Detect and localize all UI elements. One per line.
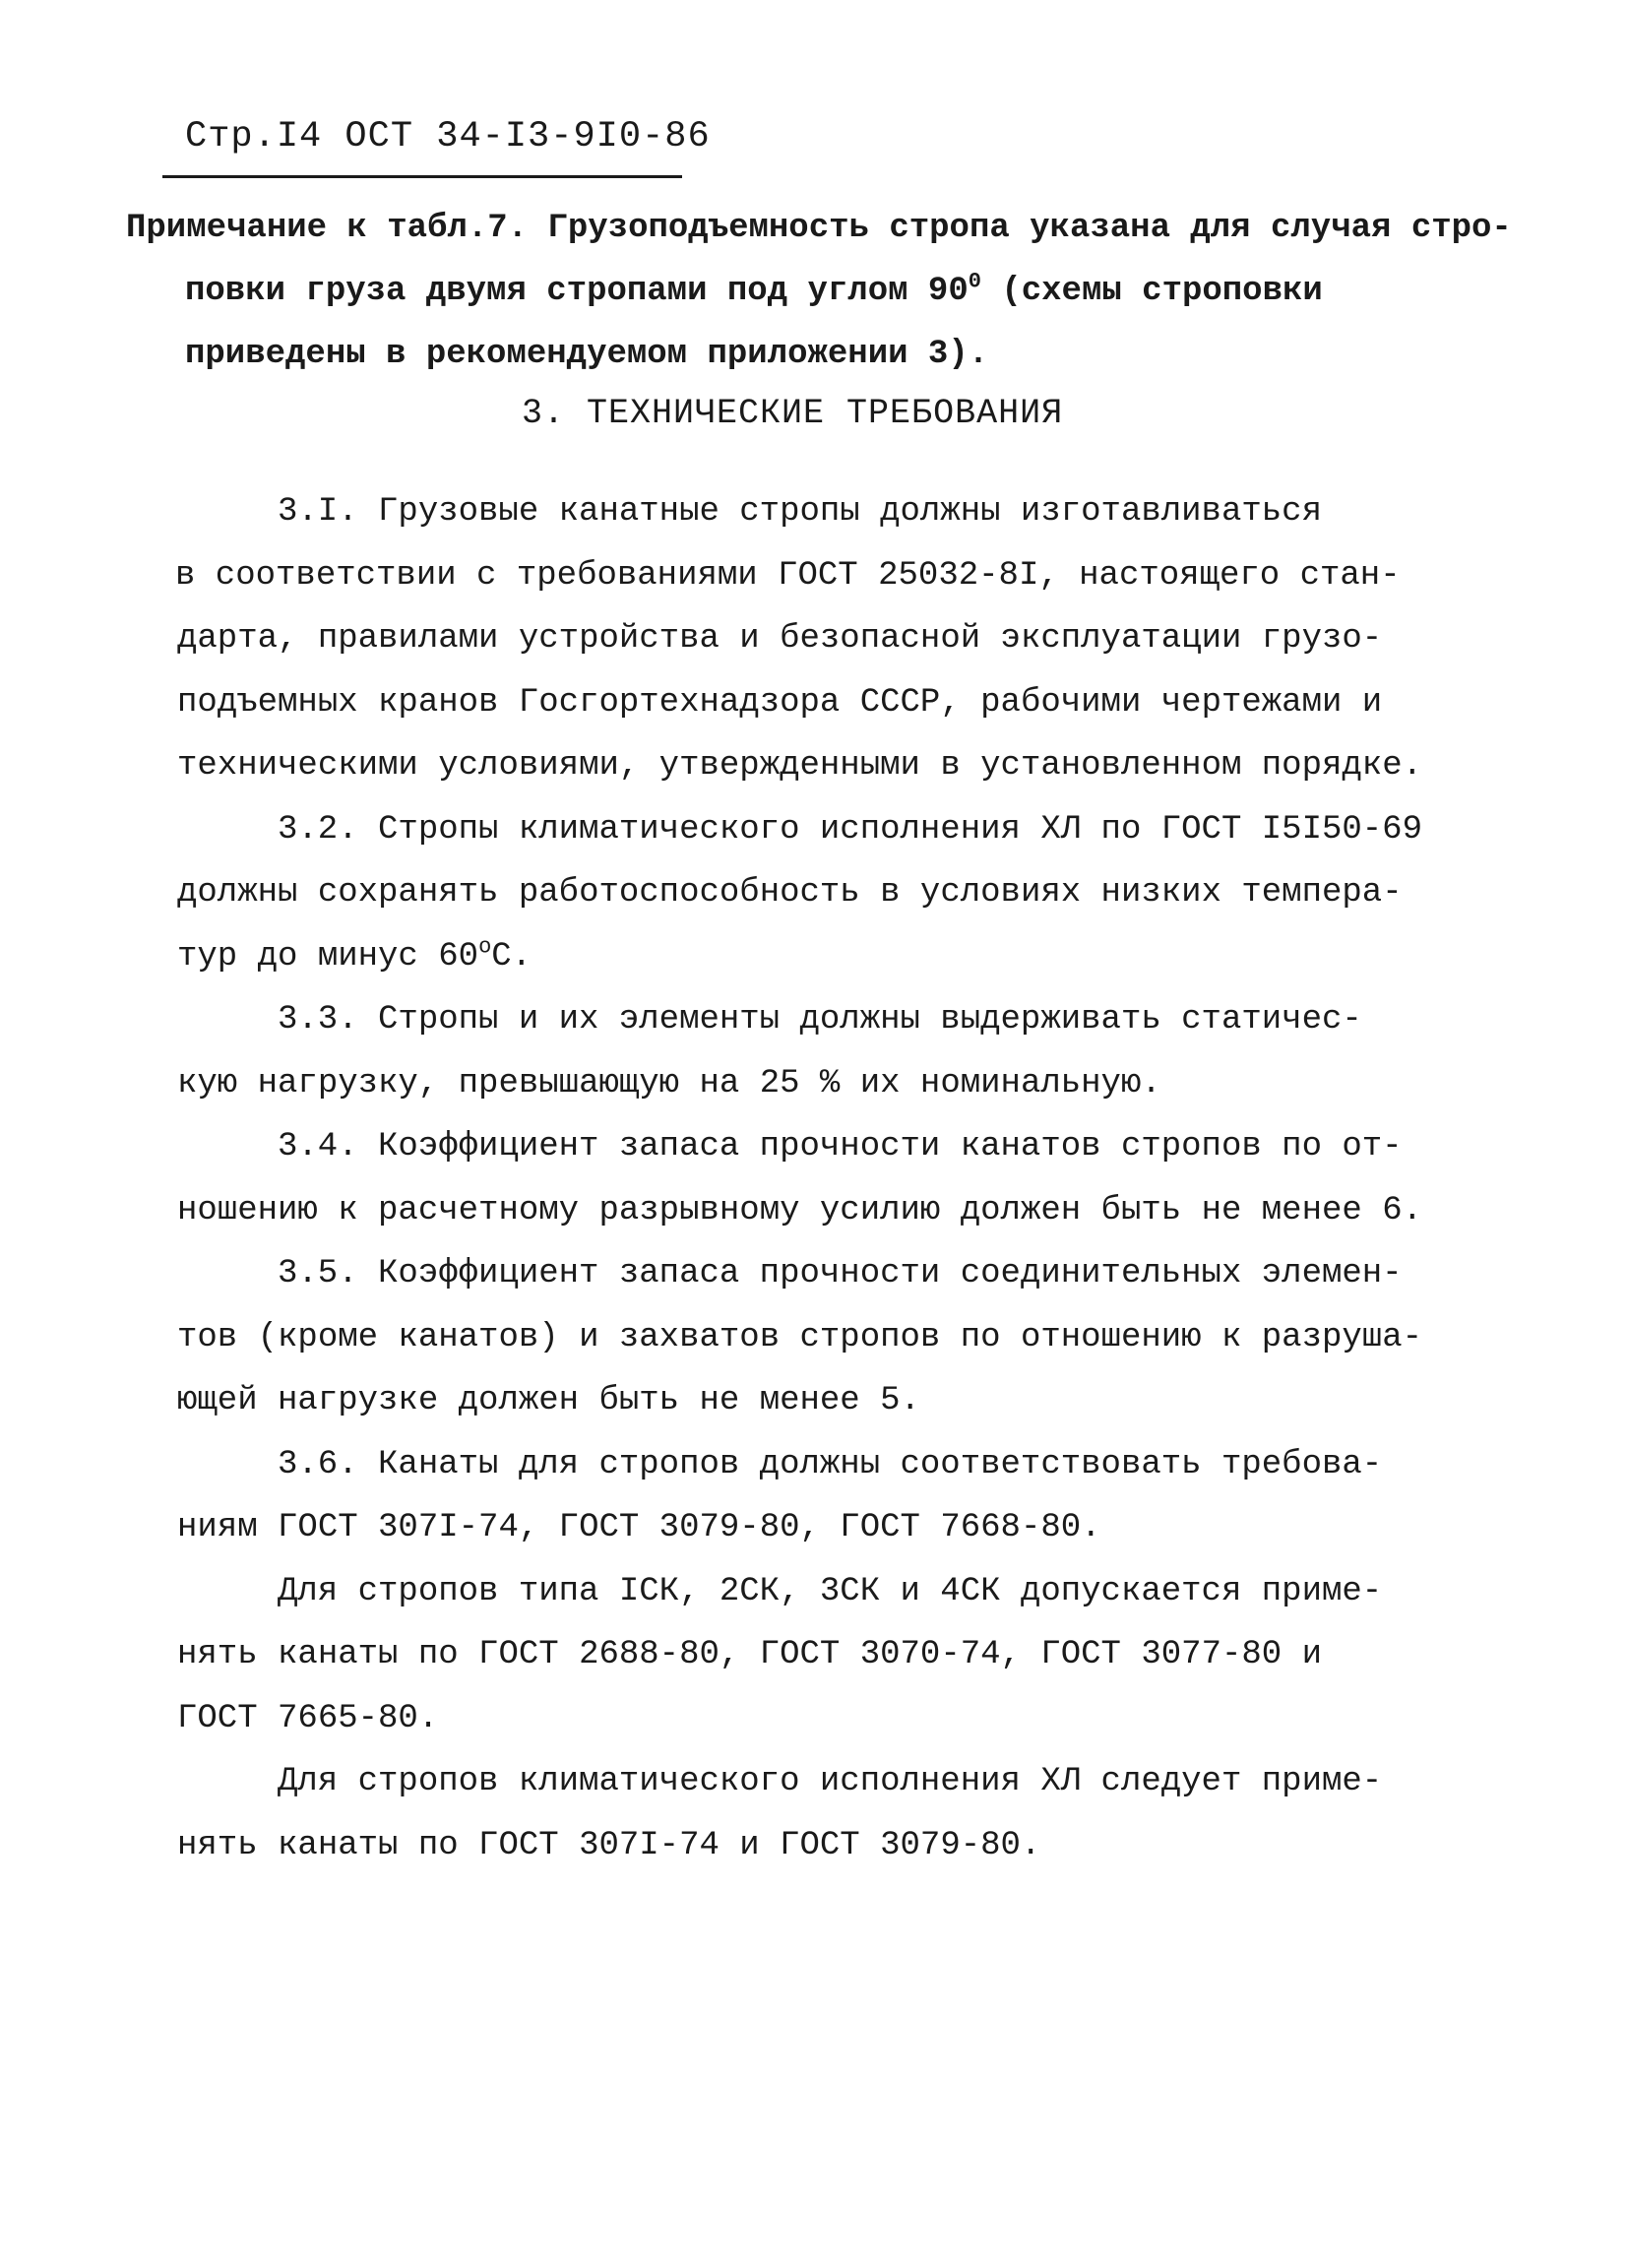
paragraph-3-5-line: тов (кроме канатов) и захватов стропов по отношению к разруша- xyxy=(177,1318,1423,1356)
paragraph-3-6-cont-line: Для стропов типа IСК, 2СК, 3СК и 4СК допускается приме- xyxy=(278,1572,1383,1610)
degree-superscript: 0 xyxy=(968,269,981,294)
paragraph-3-2-line-text: тур до минус 60 xyxy=(177,937,479,976)
note-line-2 xyxy=(126,260,1504,323)
paragraph-3-3-line: кую нагрузку, превышающую на 25 % их номинальную. xyxy=(177,1064,1161,1102)
paragraph-3-6-cont-line: ГОСТ 7665-80. xyxy=(177,1699,439,1737)
page-header: Стр.I4 ОСТ 34-I3-9I0-86 xyxy=(185,116,711,158)
degree-superscript: о xyxy=(478,934,492,960)
section-title: 3. ТЕХНИЧЕСКИЕ ТРЕБОВАНИЯ xyxy=(522,394,1064,433)
paragraph-3-1-line: дарта, правилами устройства и безопасной эксплуатации грузо- xyxy=(177,620,1383,658)
paragraph-3-2-line xyxy=(177,925,1457,989)
note-line-3: приведены в рекомендуемом приложении 3). xyxy=(185,336,989,373)
note-line-2-text: повки груза двумя стропами под углом 90 xyxy=(185,273,969,310)
paragraph-3-1-line: техническими условиями, утвержденными в установленном порядке. xyxy=(177,747,1423,785)
table-note xyxy=(126,197,1512,386)
paragraph-3-6-cont2-line: нять канаты по ГОСТ 307I-74 и ГОСТ 3079-80. xyxy=(177,1826,1041,1864)
paragraph-3-1-line: подъемных кранов Госгортехнадзора СССР, рабочими чертежами и xyxy=(177,683,1383,722)
paragraph-3-5-line: ющей нагрузке должен быть не менее 5. xyxy=(177,1382,920,1419)
paragraph-3-1-line: 3.I. Грузовые канатные стропы должны изготавливаться xyxy=(278,493,1322,531)
paragraph-3-6-cont2-line: Для стропов климатического исполнения ХЛ следует приме- xyxy=(278,1763,1383,1800)
paragraph-3-6-cont-line: нять канаты по ГОСТ 2688-80, ГОСТ 3070-74, ГОСТ 3077-80 и xyxy=(177,1636,1322,1673)
paragraph-3-6-line: ниям ГОСТ 307I-74, ГОСТ 3079-80, ГОСТ 7668-80. xyxy=(177,1509,1101,1546)
paragraph-3-5-line: 3.5. Коэффициент запаса прочности соединительных элемен- xyxy=(278,1255,1403,1292)
paragraph-3-2-line: 3.2. Стропы климатического исполнения ХЛ по ГОСТ I5I50-69 xyxy=(278,810,1422,849)
note-line-1: Примечание к табл.7. Грузоподъемность стропа указана для случая стро- xyxy=(126,210,1512,247)
section-body xyxy=(177,480,1457,1877)
paragraph-3-6-line: 3.6. Канаты для стропов должны соответствовать требова- xyxy=(278,1445,1383,1483)
paragraph-3-1-line: в соответствии с требованиями ГОСТ 25032-8I, настоящего стан- xyxy=(175,556,1401,595)
paragraph-3-2-line-tail: С. xyxy=(491,937,532,976)
paragraph-3-2-line: должны сохранять работоспособность в условиях низких темпера- xyxy=(177,874,1403,912)
paragraph-3-4-line: ношению к расчетному разрывному усилию должен быть не менее 6. xyxy=(177,1191,1423,1229)
paragraph-3-3-line: 3.3. Стропы и их элементы должны выдерживать статичес- xyxy=(278,1001,1362,1039)
header-underline xyxy=(162,175,682,178)
paragraph-3-4-line: 3.4. Коэффициент запаса прочности канатов стропов по от- xyxy=(278,1128,1403,1166)
note-line-2-tail: (схемы строповки xyxy=(980,273,1323,310)
